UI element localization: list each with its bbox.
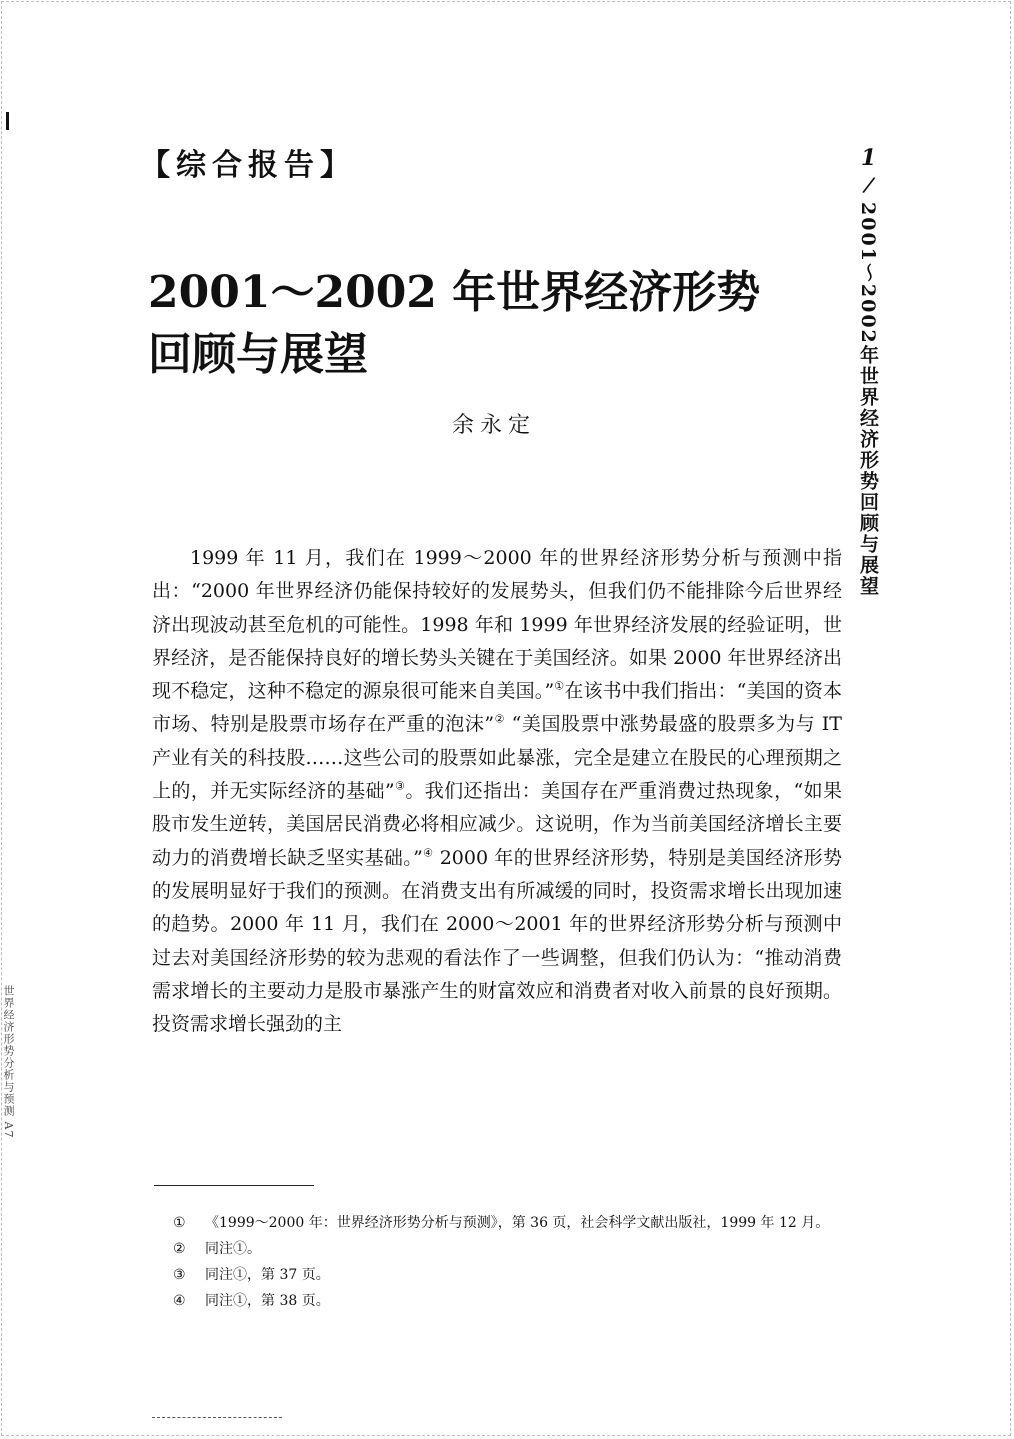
paragraph-text: “美国股票中涨势最盛的股票多为与 IT 产业有关的科技股……这些公司的股票如此暴涨，完全是建立在股民的心理预期之上的，并无实际经济的基础” [152, 713, 842, 803]
footnote-text: 同注①。 [205, 1241, 261, 1257]
paragraph-text: 。我们还指出：美国存在严重消费过热现象，“如果股市发生逆转，美国居民消费必将相应减少。这说明，作为当前美国经济增长主要动力的消费增长缺乏坚实基础。” [152, 780, 843, 869]
article-title [148, 262, 760, 386]
footnote-mark: ② [173, 1241, 186, 1257]
scan-mark [6, 112, 9, 130]
paragraph-text: 在该书中我们指出：“美国的资本市场、特别是股票市场存在严重的泡沫” [152, 680, 843, 736]
footnote-ref-3[interactable]: ③ [394, 779, 406, 793]
footnote-mark: ① [173, 1215, 186, 1231]
body-text [152, 542, 842, 1041]
footnote [173, 1288, 845, 1314]
footnote-ref-4[interactable]: ④ [422, 846, 434, 860]
bottom-divider [152, 1417, 282, 1418]
section-label: 【综合报告】 [140, 148, 356, 183]
footnote-text: 同注①，第 38 页。 [205, 1293, 330, 1309]
running-header [855, 145, 882, 597]
footnote [173, 1236, 845, 1262]
footnote-divider [154, 1185, 314, 1186]
paragraph-text: 1999 年 11 月，我们在 1999～2000 年的世界经济形势分析与预测中指出：“2000 年世界经济仍能保持较好的发展势头，但我们仍不能排除今后世界经济出现波动甚至危机的可能性。1998 年和 1999 年世界经济发展的经验证明，世界经济，是否能保持良好的增长势头关键在于美国经济。如果 2000 年世界经济出现不稳定，这种不稳定的源泉很可能来自美国。” [152, 547, 842, 703]
header-slash: / [860, 172, 877, 199]
title-line-1: 2001～2002 年世界经济形势 [148, 267, 761, 318]
author: 余永定 [452, 413, 537, 438]
footnote-mark: ④ [173, 1293, 186, 1309]
title-line-2: 回顾与展望 [148, 329, 368, 380]
paragraph [152, 542, 842, 1041]
footnote [173, 1210, 845, 1236]
footnote-mark: ③ [173, 1267, 186, 1283]
footnote-ref-2[interactable]: ② [494, 713, 506, 727]
scan-watermark: 世界经济形势分析与预测 A7 [2, 985, 15, 1139]
footnote-ref-1[interactable]: ① [554, 679, 565, 693]
footnote-text: 《1999～2000 年：世界经济形势分析与预测》，第 36 页，社会科学文献出版社，1999 年 12 月。 [205, 1215, 830, 1231]
paragraph-text: 2000 年的世界经济形势，特别是美国经济形势的发展明显好于我们的预测。在消费支出有所减缓的同时，投资需求增长出现加速的趋势。2000 年 11 月，我们在 2000～2001 年的世界经济形势分析与预测中过去对美国经济形势的较为悲观的看法作了一些调整，但我们仍认为：“推动消费需求增长的主要动力是股市暴涨产生的财富效应和消费者对收入前景的良好预期。投资需求增长强劲的主 [152, 846, 843, 1036]
running-title: 2001～2002年世界经济形势回顾与展望 [857, 202, 879, 597]
page-number: 1 [860, 145, 877, 171]
footnote [173, 1262, 845, 1288]
footnotes [173, 1210, 845, 1314]
footnote-text: 同注①，第 37 页。 [205, 1267, 330, 1283]
